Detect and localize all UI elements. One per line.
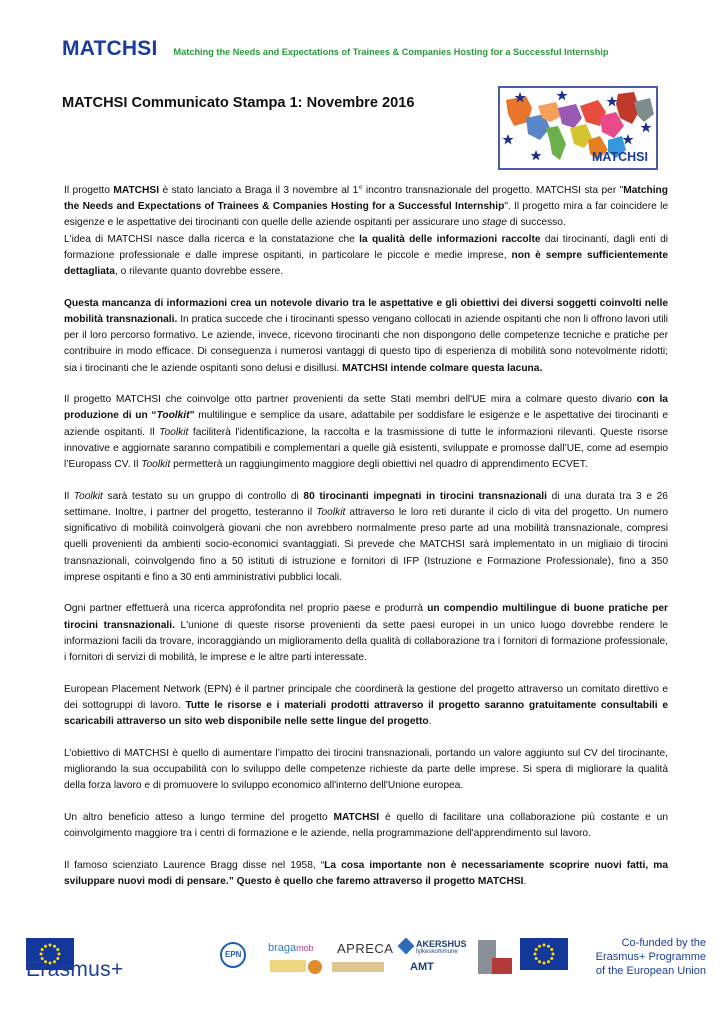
- braga-logo: bragamob: [268, 942, 314, 954]
- text-run: Questa mancanza di informazioni crea un notevole divario tra le aspettative e gli obiettivi dei diversi soggetti coinvolti nelle mobilità transnazionali.: [64, 297, 668, 325]
- paragraph: [64, 392, 668, 473]
- text-run: permetterà un raggiungimento maggiore degli obiettivi nel quadro di apprendimento ECVET.: [170, 459, 588, 471]
- text-run: Toolkit: [159, 426, 189, 438]
- partner-logo: [270, 960, 306, 972]
- text-run: European Placement Network (EPN) è il partner principale che coordinerà la gestione del progetto attraverso un comitato direttivo e dei sottogruppi di lavoro.: [64, 683, 668, 711]
- partner-logo: [308, 960, 322, 974]
- text-run: Il famoso scienziato Laurence Bragg disse nel 1958, “: [64, 859, 325, 871]
- logo-text: MATCHSI: [591, 150, 648, 164]
- paragraph: [64, 183, 668, 232]
- text-run: attraverso le loro reti durante il ciclo di vita del progetto. Un numero significativo di mobilità coinvolgerà giovani che non avrebbero normalmente preso parte ad una mobilità transnazionale, compresi quelli provenienti da ambienti socio-economici svantaggiati. Si prevede che MATCHSI sarà implementato in un migliaio di tirocini transnazionali, coinvolgendo fino a 50 istituti di istruzione e fornitori di IFP (Istruzione e Formazione Professionale), fino a 350 imprese ospitanti e fino a 30 enti amministrativi pubblici locali.: [64, 506, 668, 583]
- text-run: .: [523, 876, 527, 888]
- text-run: .: [428, 716, 432, 728]
- paragraph: [64, 489, 668, 586]
- text-run: è quello di facilitare una collaborazione più costante e un coinvolgimento maggiore tra i centri di formazione e le aziende, nella programmazione dell'apprendimento sul lavoro.: [64, 812, 668, 840]
- amt-logo: AMT: [410, 961, 434, 973]
- akershus-icon: [398, 938, 415, 955]
- page-title: MATCHSI Communicato Stampa 1: Novembre 2016: [62, 95, 415, 111]
- page-footer: [0, 936, 724, 1000]
- text-run: Il progetto: [64, 185, 114, 196]
- text-run: stage: [481, 217, 507, 229]
- brand-tagline: Matching the Needs and Expectations of Trainees & Companies Hosting for a Successful Internship: [173, 47, 609, 57]
- epn-logo: EPN: [220, 942, 246, 968]
- paragraph: [64, 601, 668, 666]
- text-run: L'unione di queste risorse provenienti da sette paesi europei in un unico luogo dovrebbe rendere le informazioni facili da trovare, incoraggiando un miglioramento della qualità di collaborazione tra i fornitori di formazione professionale, i fornitori di servizi di mobilità, le imprese e le altre parti interessate.: [64, 619, 668, 664]
- paragraph: [64, 296, 668, 377]
- apreca-logo: APRECA: [337, 941, 394, 956]
- text-run: Toolkit: [141, 459, 171, 471]
- text-run: di una durata tra 3 e 26 settimane. Inoltre, i partner del progetto, testeranno il: [64, 490, 668, 518]
- text-run: Un altro beneficio atteso a lungo termine del progetto: [64, 812, 334, 823]
- text-run: ”: [189, 410, 195, 422]
- text-run: L'idea di MATCHSI nasce dalla ricerca e la constatazione che: [64, 233, 360, 245]
- page-header: [62, 37, 608, 61]
- text-run: Matching the Needs and Expectations of Trainees & Companies Hosting for a Successful Internship: [64, 185, 668, 213]
- akershus-logo: AKERSHUS: [416, 939, 467, 949]
- text-run: multilingue e semplice da usare, adattabile per soddisfare le esigenze e le aspettative dei tirocinanti e aziende ospitanti. Il: [64, 410, 668, 438]
- text-run: Il progetto MATCHSI che coinvolge otto partner provenienti da sette Stati membri dell'UE mira a colmare questo divario: [64, 394, 637, 406]
- paragraph: [64, 858, 668, 890]
- cofunded-statement: Co-funded by the Erasmus+ Programme of the European Union: [595, 937, 706, 977]
- text-run: non è sempre sufficientemente dettagliata: [64, 249, 668, 278]
- text-run: Il: [64, 490, 74, 502]
- text-run: è stato lanciato a Braga il 3 novembre al 1° incontro transnazionale del progetto. MATCHSI sta per ": [159, 185, 624, 196]
- text-run: Tutte le risorse e i materiali prodotti attraverso il progetto saranno gratuitamente consultabili e scaricabili attraverso un sito web disponibile nelle sette lingue del progetto: [64, 699, 668, 728]
- partner-logo: [478, 940, 512, 974]
- eu-flag-icon: [520, 938, 568, 970]
- text-run: un compendio multilingue di buone pratiche per tirocini transnazionali.: [64, 603, 668, 631]
- akershus-sublabel: fylkeskommune: [416, 949, 458, 955]
- text-run: 80 tirocinanti impegnati in tirocini transnazionali: [303, 490, 547, 502]
- paragraph: [64, 232, 668, 281]
- text-run: con la produzione di un “: [64, 394, 668, 422]
- text-run: sarà testato su un gruppo di controllo di: [102, 490, 304, 502]
- text-run: L’obiettivo di MATCHSI è quello di aumentare l’impatto dei tirocini transnazionali, portando un valore aggiunto sul CV del tirocinante, migliorando la sua occupabilità con lo sviluppo delle competenze richieste da parte delle imprese. Si spera di migliorare la qualità della forza lavoro e di promuovere lo sviluppo economico all'interno dell'Unione europea.: [64, 747, 668, 792]
- brand-name: MATCHSI: [62, 37, 158, 60]
- partner-logo: [332, 962, 384, 972]
- paragraph: [64, 682, 668, 731]
- text-run: faciliterà l'identificazione, la raccolta e la trasmissione di tutte le informazioni rilevanti. Queste risorse innovative e aggiornate saranno compatibili e complementari a quelle già esistenti, sviluppate e promosse dall’UE, come ad esempio l’Europass CV. Il: [64, 426, 668, 471]
- text-run: Toolkit: [73, 490, 103, 502]
- text-run: MATCHSI intende colmare questa lacuna.: [342, 362, 543, 374]
- erasmus-plus-label: Erasmus+: [26, 958, 124, 981]
- text-run: di successo.: [506, 217, 566, 229]
- press-release-body: [64, 183, 668, 906]
- text-run: , o rilevante quanto dovrebbe essere.: [114, 266, 284, 278]
- text-run: In pratica succede che i tirocinanti spesso vengano collocati in aziende ospitanti che non li offrono lavori utili per il loro percorso formativo. Le aziende, invece, ricevono tirocinanti che non dispongono delle competenze tecniche e pratiche per contribuire in modo efficace. Di conseguenza i numerosi vantaggi di questo tipo di esperienza di mobilità sono notevolmente ridotti; sia i tirocinanti che le aziende ospitanti sono delusi e disillusi.: [64, 313, 668, 374]
- text-run: MATCHSI: [333, 812, 380, 823]
- paragraph: [64, 810, 668, 842]
- text-run: Toolkit: [316, 506, 346, 518]
- text-run: ". Il progetto mira a far coincidere le esigenze e le aspettative dei tirocinanti con quelle delle aziende ospitanti per assicurare uno: [64, 201, 669, 229]
- text-run: dai tirocinanti, dagli enti di formazione professionale e dalle imprese ospitanti, in particolare le piccole e medie imprese,: [64, 233, 669, 261]
- matchsi-logo: [498, 86, 658, 170]
- text-run: la qualità delle informazioni raccolte: [359, 233, 541, 245]
- paragraph: [64, 746, 668, 795]
- text-run: MATCHSI: [113, 185, 160, 196]
- text-run: Ogni partner effettuerà una ricerca approfondita nel proprio paese e produrrà: [64, 603, 428, 615]
- text-run: La cosa importante non è necessariamente scoprire nuovi fatti, ma sviluppare nuovi modi di pensare.” Questo è quello che faremo attraverso il progetto MATCHSI: [64, 859, 668, 888]
- text-run: Toolkit: [156, 410, 190, 422]
